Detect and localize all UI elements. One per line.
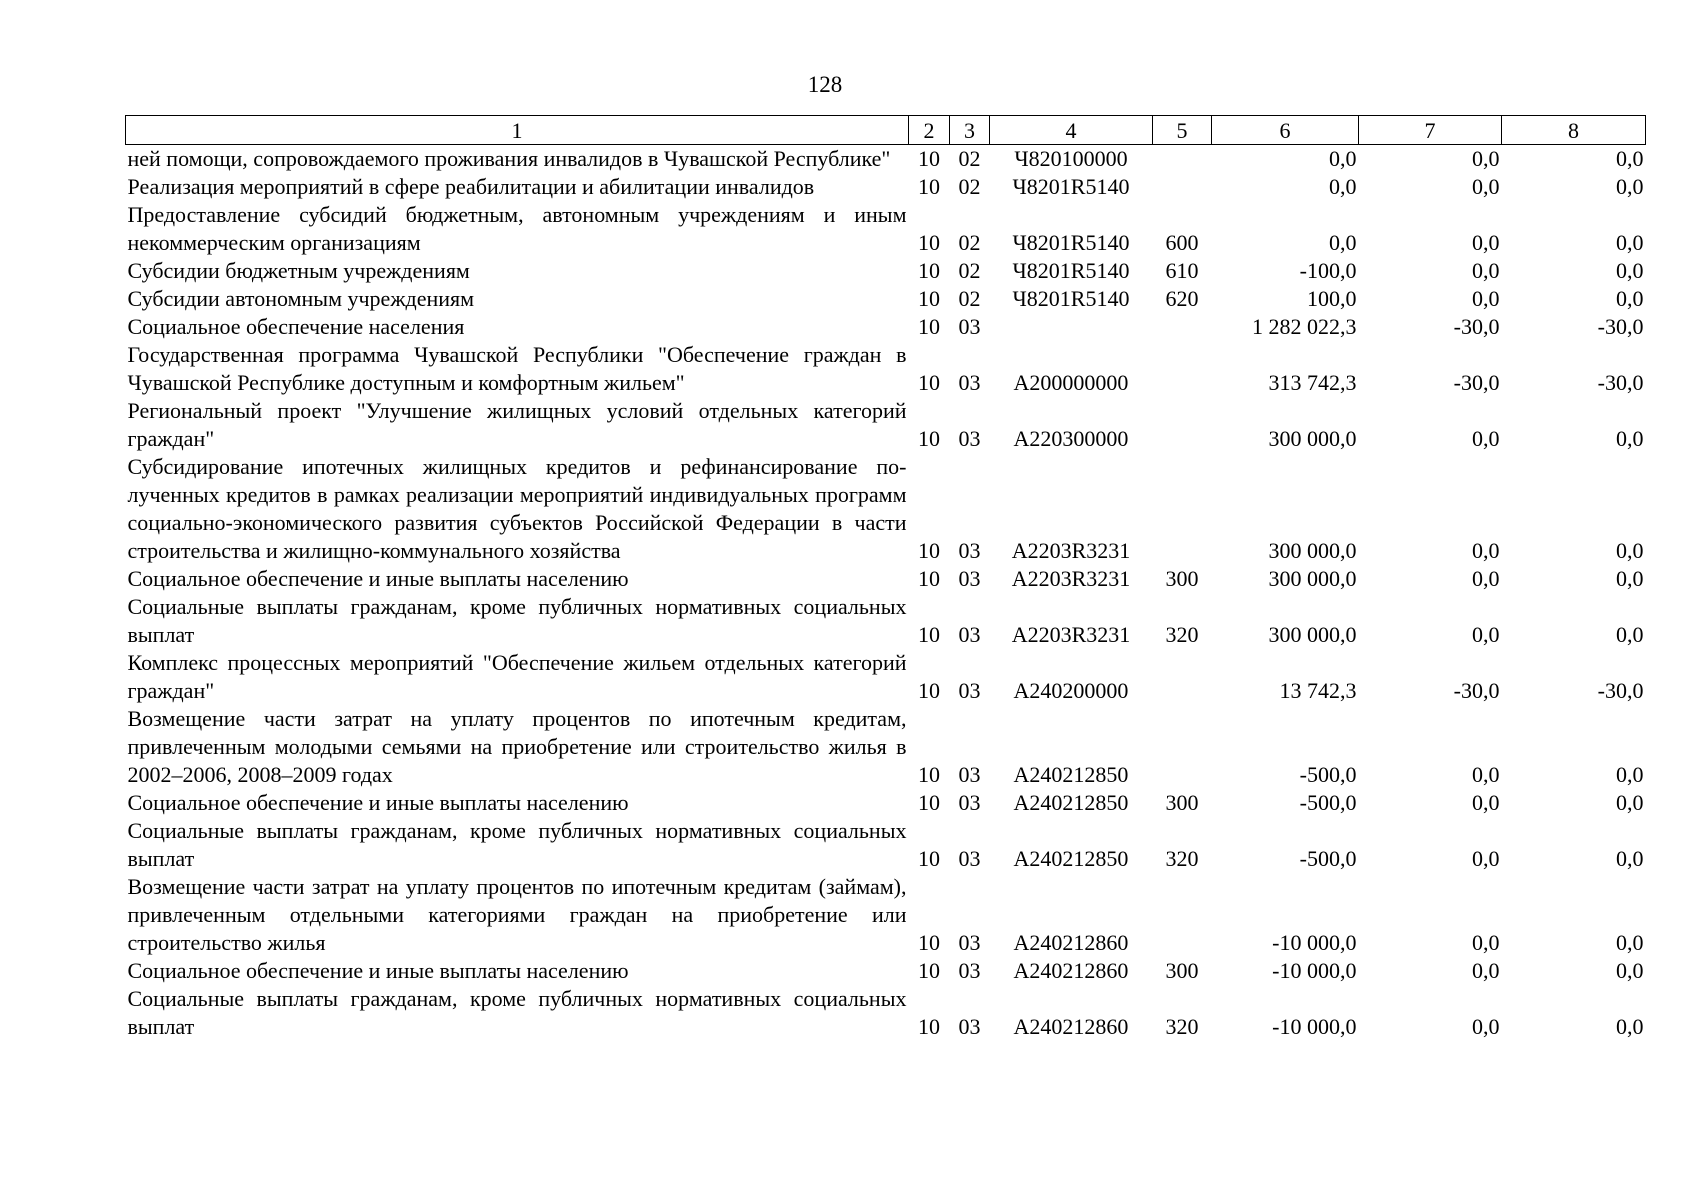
row-name: Социальное обеспечение населения: [127, 314, 465, 339]
table-row: [126, 593, 1646, 649]
row-name: Предоставление субсидий бюджетным, автономным учреждениям и иным некоммерческим организациям: [127, 202, 907, 255]
row-amount: 300 000,0: [1268, 622, 1357, 647]
table-row: [126, 705, 1646, 789]
row-expense-type: 600: [1165, 230, 1199, 255]
row-value-7: 0,0: [1472, 1014, 1500, 1039]
row-amount: 300 000,0: [1268, 538, 1357, 563]
row-target-article: А200000000: [1013, 370, 1129, 395]
row-value-7: 0,0: [1472, 230, 1500, 255]
row-name: Региональный проект "Улучшение жилищных условий отдельных категорий граждан": [127, 398, 907, 451]
row-subsection: 03: [958, 370, 981, 395]
row-value-7: 0,0: [1472, 846, 1500, 871]
row-value-8: -30,0: [1597, 370, 1644, 395]
row-value-8: 0,0: [1616, 790, 1644, 815]
row-amount: -500,0: [1299, 846, 1357, 871]
row-value-7: 0,0: [1472, 930, 1500, 955]
table-row: [126, 145, 1646, 174]
row-section: 10: [918, 370, 940, 395]
row-subsection: 03: [958, 622, 981, 647]
table-row: [126, 957, 1646, 985]
header-col-5: 5: [1153, 116, 1212, 145]
header-col-8: 8: [1502, 116, 1646, 145]
row-subsection: 03: [958, 566, 981, 591]
row-name: Социальное обеспечение и иные выплаты населению: [127, 958, 629, 983]
row-value-7: 0,0: [1472, 286, 1500, 311]
row-name: Социальное обеспечение и иные выплаты населению: [127, 566, 629, 591]
row-expense-type: [1153, 173, 1212, 201]
row-section: 10: [918, 286, 940, 311]
row-subsection: 02: [958, 174, 981, 199]
row-value-7: 0,0: [1472, 790, 1500, 815]
row-name: Реализация мероприятий в сфере реабилитации и абилитации инвалидов: [127, 174, 815, 199]
row-expense-type: [1153, 705, 1212, 789]
row-subsection: 03: [958, 930, 981, 955]
row-target-article: А220300000: [1013, 426, 1129, 451]
row-value-8: 0,0: [1616, 846, 1644, 871]
row-expense-type: 300: [1165, 566, 1199, 591]
row-name: Государственная программа Чувашской Республики "Обеспечение граждан в Чувашской Республике доступным и комфортным жильем": [127, 342, 907, 395]
row-subsection: 02: [958, 146, 981, 171]
row-target-article: Ч8201R5140: [1012, 258, 1130, 283]
row-section: 10: [918, 426, 940, 451]
row-subsection: 03: [958, 762, 981, 787]
row-value-8: 0,0: [1616, 426, 1644, 451]
row-target-article: А240212850: [1013, 762, 1129, 787]
table-row: [126, 341, 1646, 397]
row-expense-type: 610: [1165, 258, 1199, 283]
row-target-article: А240212860: [1013, 958, 1129, 983]
row-section: 10: [918, 762, 940, 787]
table-row: [126, 201, 1646, 257]
row-subsection: 02: [958, 230, 981, 255]
row-name: Возмещение части затрат на уплату процентов по ипотечным кредитам (займам), привлеченным отдельными категориями граждан на приобретение или строительство жилья: [127, 874, 907, 955]
row-target-article: А240200000: [1013, 678, 1129, 703]
row-value-8: 0,0: [1616, 538, 1644, 563]
row-amount: -500,0: [1299, 762, 1357, 787]
row-target-article: А2203R3231: [1011, 538, 1131, 563]
row-section: 10: [918, 790, 940, 815]
row-value-8: 0,0: [1616, 286, 1644, 311]
row-value-8: 0,0: [1616, 230, 1644, 255]
row-amount: 300 000,0: [1268, 426, 1357, 451]
row-amount: -100,0: [1299, 258, 1357, 283]
row-amount: 313 742,3: [1268, 370, 1357, 395]
row-name: Субсидии автономным учреждениям: [127, 286, 475, 311]
row-expense-type: 320: [1165, 1014, 1199, 1039]
row-value-8: 0,0: [1616, 622, 1644, 647]
row-target-article: А240212850: [1013, 790, 1129, 815]
row-value-7: 0,0: [1472, 538, 1500, 563]
row-section: 10: [918, 678, 940, 703]
table-row: [126, 173, 1646, 201]
row-target-article: Ч8201R5140: [1012, 174, 1130, 199]
row-section: 10: [918, 258, 940, 283]
row-amount: -10 000,0: [1272, 958, 1357, 983]
row-name: Социальные выплаты гражданам, кроме публичных нормативных социальных выплат: [127, 594, 907, 647]
table-row: [126, 285, 1646, 313]
row-expense-type: [1153, 397, 1212, 453]
row-name: Социальные выплаты гражданам, кроме публичных нормативных социальных выплат: [127, 986, 907, 1039]
row-expense-type: [1153, 453, 1212, 565]
header-col-3: 3: [950, 116, 990, 145]
row-subsection: 03: [958, 958, 981, 983]
row-amount: -500,0: [1299, 790, 1357, 815]
page-number: 128: [807, 72, 843, 97]
row-subsection: 02: [958, 286, 981, 311]
table-row: [126, 565, 1646, 593]
row-expense-type: [1153, 145, 1212, 174]
row-name: Возмещение части затрат на уплату процентов по ипотечным кредитам, привлеченным молодыми семьями на приобретение или строительство жилья в 2002–2006, 2008–2009 годах: [127, 706, 907, 787]
row-section: 10: [918, 230, 940, 255]
row-expense-type: 300: [1165, 958, 1199, 983]
row-target-article: Ч8201R5140: [1012, 286, 1130, 311]
row-value-8: 0,0: [1616, 1014, 1644, 1039]
row-expense-type: 620: [1165, 286, 1199, 311]
row-value-8: 0,0: [1616, 958, 1644, 983]
row-amount: 0,0: [1329, 174, 1357, 199]
row-value-7: 0,0: [1472, 622, 1500, 647]
row-section: 10: [918, 930, 940, 955]
row-value-7: 0,0: [1472, 762, 1500, 787]
table-row: [126, 313, 1646, 341]
row-expense-type: 320: [1165, 846, 1199, 871]
header-col-2: 2: [909, 116, 950, 145]
table-row: [126, 257, 1646, 285]
row-subsection: 03: [958, 314, 981, 339]
header-col-7: 7: [1359, 116, 1502, 145]
table-row: [126, 453, 1646, 565]
row-section: 10: [918, 314, 940, 339]
table-row: [126, 649, 1646, 705]
row-target-article: [990, 313, 1153, 341]
row-amount: 1 282 022,3: [1252, 314, 1357, 339]
row-name: Социальные выплаты гражданам, кроме публичных нормативных социальных выплат: [127, 818, 907, 871]
row-subsection: 03: [958, 538, 981, 563]
row-subsection: 03: [958, 790, 981, 815]
row-target-article: А240212860: [1013, 1014, 1129, 1039]
budget-table: [125, 115, 1646, 1041]
row-subsection: 02: [958, 258, 981, 283]
row-subsection: 03: [958, 678, 981, 703]
row-value-7: -30,0: [1453, 678, 1500, 703]
row-name: ней помощи, сопровождаемого проживания инвалидов в Чувашской Республике": [127, 146, 891, 171]
row-target-article: Ч820100000: [1014, 146, 1128, 171]
row-section: 10: [918, 622, 940, 647]
row-value-8: 0,0: [1616, 258, 1644, 283]
row-target-article: А2203R3231: [1011, 622, 1131, 647]
row-value-8: 0,0: [1616, 174, 1644, 199]
header-col-1: 1: [126, 116, 909, 145]
row-section: 10: [918, 958, 940, 983]
row-expense-type: [1153, 341, 1212, 397]
header-row: [126, 116, 1646, 145]
row-value-8: 0,0: [1616, 762, 1644, 787]
row-subsection: 03: [958, 426, 981, 451]
row-subsection: 03: [958, 1014, 981, 1039]
row-amount: 13 742,3: [1279, 678, 1357, 703]
row-section: 10: [918, 846, 940, 871]
row-target-article: А240212860: [1013, 930, 1129, 955]
row-section: 10: [918, 566, 940, 591]
row-value-7: 0,0: [1472, 174, 1500, 199]
header-col-6: 6: [1212, 116, 1359, 145]
row-expense-type: [1153, 313, 1212, 341]
row-section: 10: [918, 538, 940, 563]
row-name: Социальное обеспечение и иные выплаты населению: [127, 790, 629, 815]
row-value-7: -30,0: [1453, 314, 1500, 339]
row-value-8: -30,0: [1597, 678, 1644, 703]
row-amount: 100,0: [1307, 286, 1357, 311]
row-value-8: 0,0: [1616, 930, 1644, 955]
row-target-article: Ч8201R5140: [1012, 230, 1130, 255]
row-value-8: 0,0: [1616, 566, 1644, 591]
row-amount: -10 000,0: [1272, 1014, 1357, 1039]
row-name: Комплекс процессных мероприятий "Обеспечение жильем отдельных категорий граждан": [127, 650, 907, 703]
row-name: Субсидии бюджетным учреждениям: [127, 258, 470, 283]
row-value-7: 0,0: [1472, 566, 1500, 591]
row-section: 10: [918, 146, 940, 171]
row-expense-type: [1153, 873, 1212, 957]
row-value-7: 0,0: [1472, 258, 1500, 283]
row-amount: 300 000,0: [1268, 566, 1357, 591]
row-value-8: 0,0: [1616, 146, 1644, 171]
row-expense-type: 300: [1165, 790, 1199, 815]
row-value-7: 0,0: [1472, 426, 1500, 451]
row-amount: -10 000,0: [1272, 930, 1357, 955]
row-amount: 0,0: [1329, 146, 1357, 171]
row-section: 10: [918, 174, 940, 199]
table-row: [126, 817, 1646, 873]
row-value-7: 0,0: [1472, 146, 1500, 171]
table-row: [126, 397, 1646, 453]
row-target-article: А240212850: [1013, 846, 1129, 871]
row-value-7: -30,0: [1453, 370, 1500, 395]
table-row: [126, 789, 1646, 817]
row-section: 10: [918, 1014, 940, 1039]
row-value-8: -30,0: [1597, 314, 1644, 339]
table-row: [126, 985, 1646, 1041]
row-target-article: А2203R3231: [1011, 566, 1131, 591]
row-value-7: 0,0: [1472, 958, 1500, 983]
table-row: [126, 873, 1646, 957]
row-expense-type: [1153, 649, 1212, 705]
row-amount: 0,0: [1329, 230, 1357, 255]
row-expense-type: 320: [1165, 622, 1199, 647]
row-subsection: 03: [958, 846, 981, 871]
header-col-4: 4: [990, 116, 1153, 145]
row-name: Субсидирование ипотечных жилищных кредитов и рефинансирование полученных кредитов в рамках реализации мероприятий индивидуальных программ социально-экономического развития субъектов Российской Федерации в части строительства и жилищно-коммунального хозяйства: [127, 454, 907, 563]
